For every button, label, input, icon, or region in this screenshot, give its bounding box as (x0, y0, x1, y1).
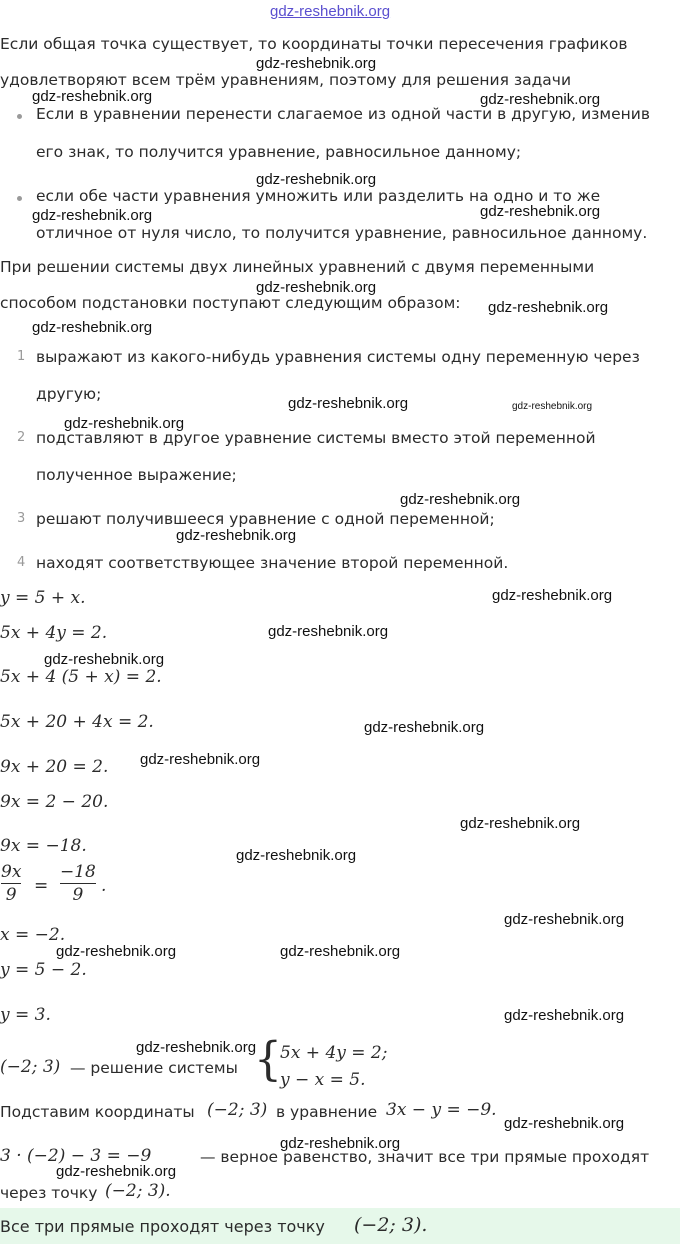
subst-intro-line-1: При решении системы двух линейных уравнений с двумя переменными (0, 258, 595, 276)
step-1-line-1: выражают из какого-нибудь уравнения системы одну переменную через (36, 348, 640, 366)
watermark-text: gdz-reshebnik.org (280, 943, 401, 960)
equation: 5x + 20 + 4x = 2. (0, 712, 154, 732)
equation: 9x + 20 = 2. (0, 757, 109, 777)
watermark-text: gdz-reshebnik.org (480, 91, 601, 108)
system-row-1: 5x + 4y = 2; (280, 1043, 388, 1063)
answer-point: (−2; 3). (354, 1214, 428, 1236)
watermark-text: gdz-reshebnik.org (488, 299, 609, 316)
step-2-line-2: полученное выражение; (36, 466, 237, 484)
watermark-text: gdz-reshebnik.org (400, 491, 521, 508)
watermark-text: gdz-reshebnik.org (268, 623, 389, 640)
check-text-1: Подставим координаты (0, 1103, 195, 1121)
system-row-2: y − x = 5. (280, 1070, 366, 1090)
equation: y = 3. (0, 1005, 51, 1025)
check-equation: 3x − y = −9. (386, 1100, 497, 1120)
fraction-right (60, 862, 96, 905)
check-point: (−2; 3) (207, 1100, 268, 1120)
equation: 5x + 4y = 2. (0, 623, 108, 643)
watermark-text: gdz-reshebnik.org (44, 651, 165, 668)
watermark-text: gdz-reshebnik.org (176, 527, 297, 544)
system-brace: { (254, 1032, 282, 1087)
bullet-2-line-2: отличное от нуля число, то получится уравнение, равносильное данному. (36, 224, 648, 242)
step-4-line-1: находят соответствующее значение второй переменной. (36, 554, 509, 572)
check-text-4: через точку (0, 1184, 98, 1202)
watermark-text: gdz-reshebnik.org (280, 1135, 401, 1152)
answer-text: Все три прямые проходят через точку (0, 1217, 325, 1236)
bullet-1-line-2: его знак, то получится уравнение, равносильное данному; (36, 143, 522, 161)
watermark-text: gdz-reshebnik.org (256, 171, 377, 188)
watermark-text: gdz-reshebnik.org (492, 587, 613, 604)
intro-line-2: удовлетворяют всем трём уравнениям, поэтому для решения задачи (0, 71, 572, 89)
watermark-text: gdz-reshebnik.org (364, 719, 485, 736)
watermark-text: gdz-reshebnik.org (56, 1163, 177, 1180)
watermark-text: gdz-reshebnik.org (504, 1007, 625, 1024)
watermark-text: gdz-reshebnik.org (256, 279, 377, 296)
equation: 9x = −18. (0, 836, 87, 856)
step-1-line-2: другую; (36, 385, 102, 403)
step-2-line-1: подставляют в другое уравнение системы вместо этой переменной (36, 429, 596, 447)
step-3-line-1: решают получившееся уравнение с одной переменной; (36, 510, 495, 528)
subst-intro-line-2: способом подстановки поступают следующим образом: (0, 294, 461, 312)
step-number: 3 (17, 511, 26, 526)
check-text-3: — верное равенство, значит все три прямые проходят (200, 1148, 650, 1166)
watermark-text: gdz-reshebnik.org (504, 911, 625, 928)
step-number: 2 (17, 430, 26, 445)
watermark-text: gdz-reshebnik.org (256, 55, 377, 72)
bullet-icon (17, 196, 22, 201)
watermark-text: gdz-reshebnik.org (460, 815, 581, 832)
period: . (101, 876, 107, 896)
fraction-denominator: 9 (72, 885, 84, 906)
equation: y = 5 + x. (0, 588, 86, 608)
fraction-numerator: 9x (1, 862, 22, 882)
solution-point: (−2; 3) (0, 1057, 61, 1077)
watermark-text: gdz-reshebnik.org (504, 1115, 625, 1132)
fraction-left (1, 862, 21, 905)
watermark-text: gdz-reshebnik.org (236, 847, 357, 864)
fraction-denominator: 9 (5, 885, 17, 906)
watermark-text: gdz-reshebnik.org (32, 88, 153, 105)
bullet-icon (17, 114, 22, 119)
watermark-text: gdz-reshebnik.org (480, 203, 601, 220)
watermark-text: gdz-reshebnik.org (140, 751, 261, 768)
watermark-link[interactable]: gdz-reshebnik.org (270, 3, 391, 20)
equation: 9x = 2 − 20. (0, 792, 109, 812)
watermark-text: gdz-reshebnik.org (56, 943, 177, 960)
bullet-1-line-1: Если в уравнении перенести слагаемое из одной части в другую, изменив (36, 105, 650, 123)
watermark-text: gdz-reshebnik.org (32, 319, 153, 336)
watermark-text: gdz-reshebnik.org (64, 415, 185, 432)
intro-line-1: Если общая точка существует, то координаты точки пересечения графиков (0, 35, 628, 53)
bullet-2-line-1: если обе части уравнения умножить или разделить на одно и то же (36, 187, 601, 205)
fraction-numerator: −18 (60, 862, 96, 882)
watermark-text: gdz-reshebnik.org (136, 1039, 257, 1056)
watermark-text: gdz-reshebnik.org (32, 207, 153, 224)
step-number: 1 (17, 349, 26, 364)
solution-label: — решение системы (70, 1059, 238, 1077)
equation: x = −2. (0, 925, 66, 945)
answer-box (0, 1208, 680, 1244)
check-point-2: (−2; 3). (105, 1181, 171, 1201)
equation: 5x + 4 (5 + x) = 2. (0, 667, 162, 687)
watermark-text: gdz-reshebnik.org (512, 401, 593, 412)
step-number: 4 (17, 555, 26, 570)
watermark-text: gdz-reshebnik.org (288, 395, 409, 412)
equals-sign: = (34, 876, 49, 896)
check-calc: 3 · (−2) − 3 = −9 (0, 1146, 152, 1166)
equation: y = 5 − 2. (0, 960, 87, 980)
check-text-2: в уравнение (276, 1103, 378, 1121)
